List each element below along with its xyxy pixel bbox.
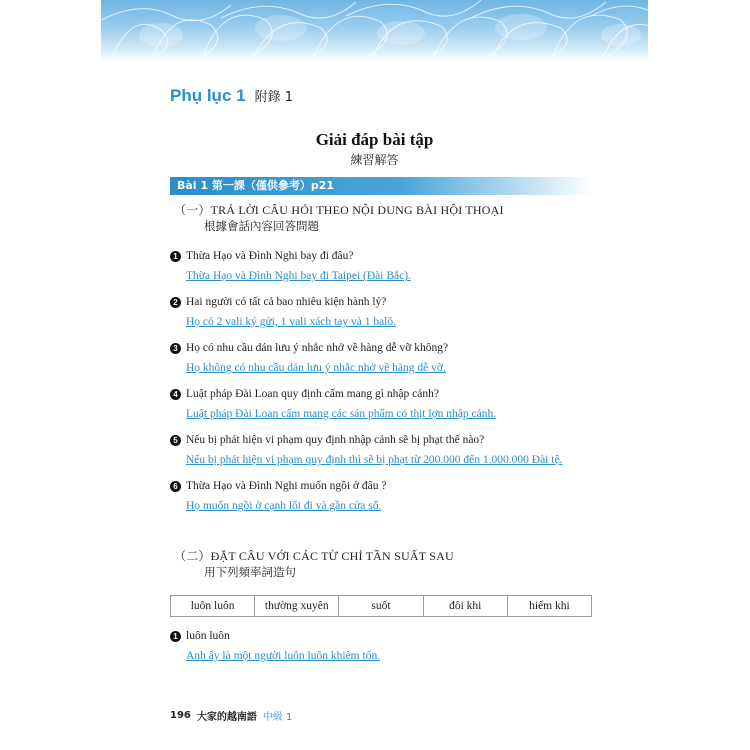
number-badge-icon: 5	[170, 435, 181, 446]
lesson-bar: Bài 1 第一課（僅供參考）p21	[170, 177, 591, 195]
frequency-word-cell: luôn luôn	[190, 600, 235, 612]
answer-text: Họ không có nhu cầu dán lưu ý nhắc nhở về hàng dễ vỡ.	[186, 362, 446, 374]
answer-text: Thừa Hạo và Đình Nghi bay đi Taipei (Đài Bắc).	[186, 270, 411, 282]
section2-title: （二）ĐẶT CÂU VỚI CÁC TỪ CHỈ TẦN SUẤT SAU	[174, 549, 454, 563]
question-item	[170, 628, 610, 664]
question-item	[170, 248, 610, 284]
section1-title: （一）TRẢ LỜI CÂU HỎI THEO NỘI DUNG BÀI HỘI THOẠI	[174, 203, 504, 217]
number-badge-icon: 2	[170, 297, 181, 308]
frequency-word-cell: thường xuyên	[254, 596, 338, 616]
question-item	[170, 386, 610, 422]
decorative-banner	[101, 0, 648, 62]
question-item	[170, 340, 610, 376]
frequency-word-cell: đôi khi	[423, 596, 507, 616]
appendix-label: Phụ lục 1	[170, 86, 246, 105]
question-text: Luật pháp Đài Loan quy định cấm mang gì nhập cảnh?	[186, 388, 439, 400]
answer-text: Anh ấy là một người luôn luôn khiêm tốn.	[186, 650, 381, 662]
question-item	[170, 432, 610, 468]
section1-title-zh: 根據會話內容回答問題	[204, 219, 319, 233]
title-vietnamese: Giải đáp bài tập	[315, 130, 434, 149]
question-text: Nếu bị phát hiện vi phạm quy định nhập cảnh sẽ bị phạt thế nào?	[186, 434, 485, 446]
answer-text: Nếu bị phát hiện vi phạm quy định thì sẽ bị phạt từ 200.000 đến 1.000.000 Đài tệ.	[186, 454, 563, 466]
frequency-word-cell: suốt	[338, 596, 422, 616]
page-footer	[170, 706, 292, 724]
question-text: Họ có nhu cầu dán lưu ý nhắc nhở về hàng dễ vỡ không?	[186, 342, 449, 354]
section2-title-zh: 用下列頻率詞造句	[204, 565, 296, 579]
question-text: Hai người có tất cả bao nhiêu kiện hành lý?	[186, 296, 387, 308]
page-title	[101, 130, 648, 168]
appendix-heading	[170, 86, 293, 110]
section1-heading	[174, 202, 504, 234]
number-badge-icon: 1	[170, 631, 181, 642]
answer-text: Luật pháp Đài Loan cấm mang các sản phẩm có thịt lợn nhập cảnh.	[186, 408, 497, 420]
number-badge-icon: 6	[170, 481, 181, 492]
number-badge-icon: 4	[170, 389, 181, 400]
book-title: 大家的越南語	[196, 711, 257, 723]
answer-text: Họ muốn ngồi ở cạnh lối đi và gần cửa sổ.	[186, 500, 382, 512]
question-text: Thừa Hạo và Đình Nghi muốn ngồi ở đâu ?	[186, 480, 387, 492]
number-badge-icon: 1	[170, 251, 181, 262]
title-chinese: 練習解答	[350, 153, 399, 167]
frequency-word-cell: hiếm khi	[507, 596, 591, 616]
question-text: Thừa Hạo và Đình Nghi bay đi đâu?	[186, 250, 354, 262]
number-badge-icon: 3	[170, 343, 181, 354]
section2-heading	[174, 548, 454, 580]
book-level: 中級 1	[262, 711, 293, 723]
document-page	[101, 0, 648, 750]
question-item	[170, 294, 610, 330]
page-number: 196	[170, 709, 191, 721]
question-item	[170, 478, 610, 514]
frequency-words-table	[170, 595, 592, 617]
appendix-label-zh: 附錄 1	[254, 90, 293, 105]
floral-pattern-icon	[101, 0, 648, 62]
question-text: luôn luôn	[186, 630, 230, 642]
answer-text: Họ có 2 vali ký gửi, 1 vali xách tay và 1 balô.	[186, 316, 396, 328]
